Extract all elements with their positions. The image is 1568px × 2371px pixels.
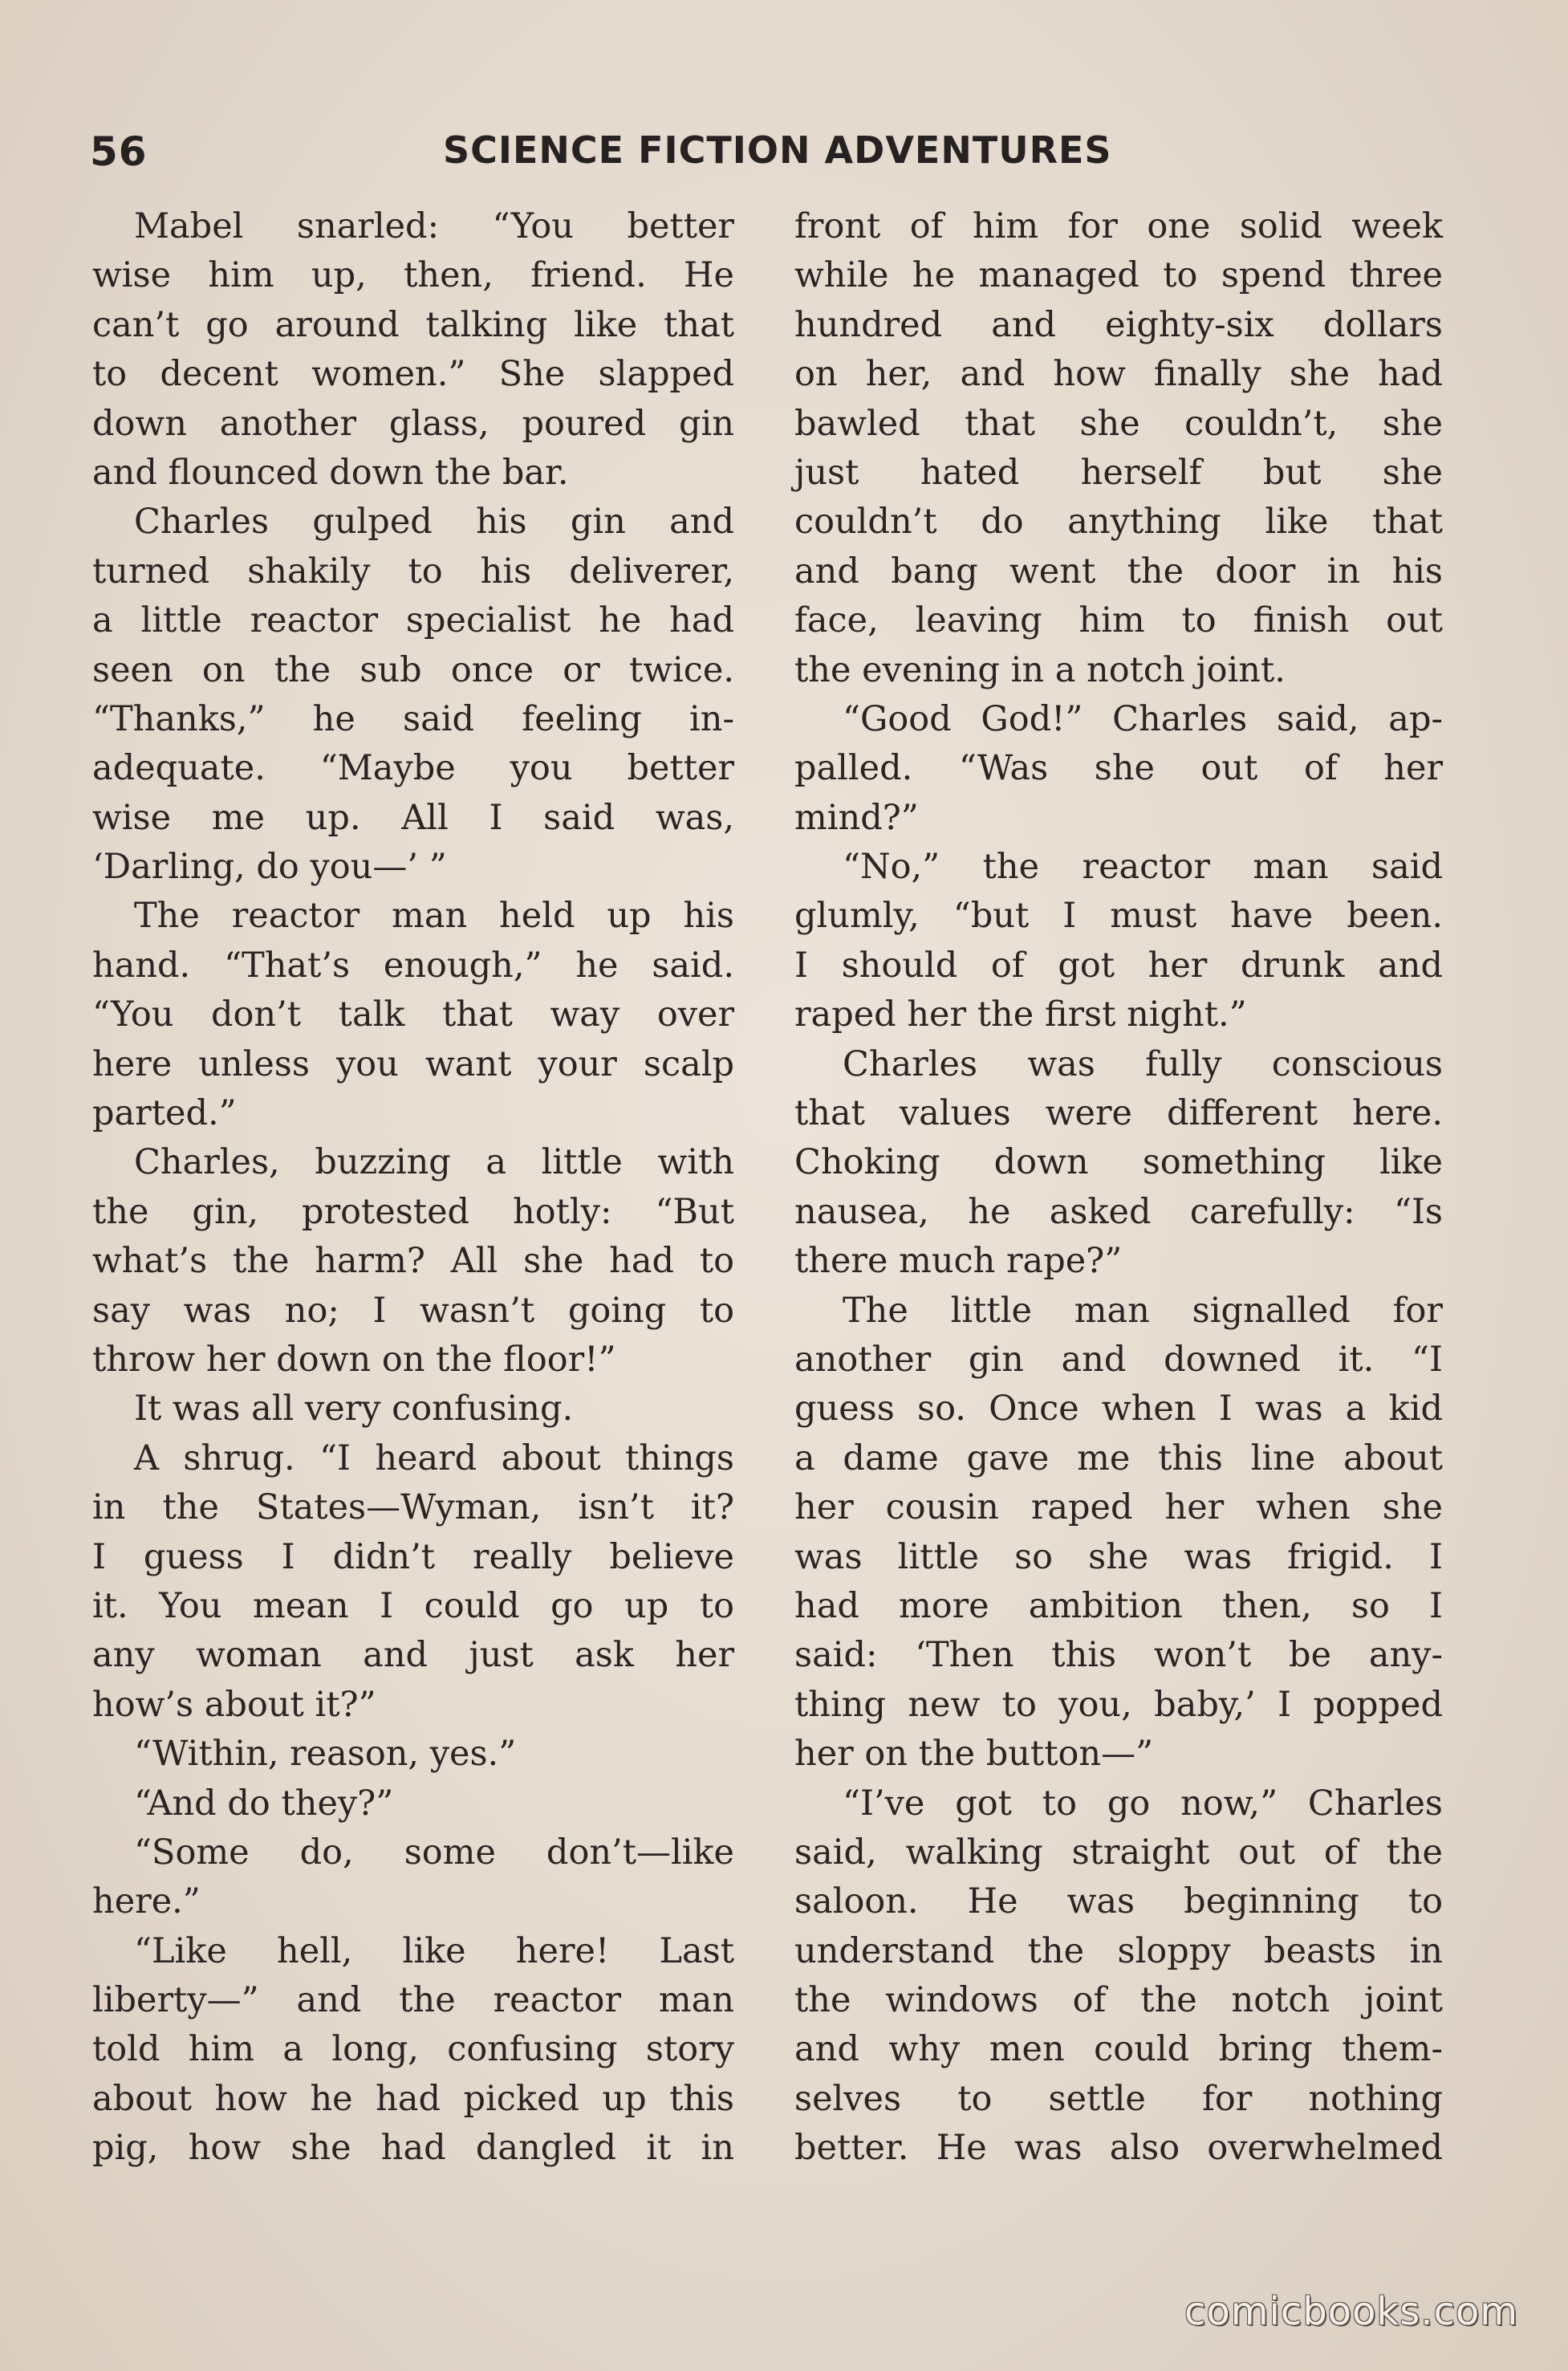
text-line: hand. “That’s enough,” he said. [92, 945, 734, 986]
text-line: down another glass, poured gin [92, 403, 734, 444]
text-line: Mabel snarled: “You better [134, 206, 734, 246]
text-line: here.” [92, 1881, 201, 1922]
text-line: and bang went the door in his [794, 551, 1443, 592]
text-line: had more ambition then, so I [794, 1585, 1443, 1626]
text-line: couldn’t do anything like that [794, 502, 1443, 543]
text-line: her on the button—” [794, 1734, 1154, 1775]
text-line: “And do they?” [134, 1783, 394, 1824]
text-line: a little reactor specialist he had [92, 600, 734, 641]
right-text-column [794, 202, 1443, 2174]
text-line: and flounced down the bar. [92, 452, 569, 493]
text-line: “Some do, some don’t—like [134, 1832, 734, 1873]
text-line: wise him up, then, friend. He [92, 255, 734, 296]
running-head: SCIENCE FICTION ADVENTURES [443, 128, 1112, 172]
text-line: there much rape?” [794, 1241, 1123, 1282]
left-text-column [92, 202, 734, 2174]
text-line: guess so. Once when I was a kid [794, 1389, 1443, 1430]
text-line: liberty—” and the reactor man [92, 1980, 734, 2021]
text-line: “You don’t talk that way over [92, 994, 734, 1035]
text-line: Choking down something like [794, 1142, 1443, 1183]
text-line: the evening in a notch joint. [794, 649, 1286, 690]
text-line: “Good God!” Charles said, ap- [843, 698, 1443, 739]
text-line: It was all very confusing. [134, 1389, 574, 1430]
text-line: better. He was also overwhelmed [794, 2128, 1443, 2169]
text-line: about how he had picked up this [92, 2078, 734, 2119]
text-line: just hated herself but she [794, 452, 1443, 493]
text-line: hundred and eighty-six dollars [794, 304, 1443, 345]
text-line: on her, and how finally she had [794, 354, 1443, 395]
text-line: selves to settle for nothing [794, 2078, 1443, 2119]
text-line: Charles gulped his gin and [134, 502, 734, 543]
text-line: throw her down on the floor!” [92, 1339, 616, 1380]
text-line: while he managed to spend three [794, 255, 1443, 296]
text-line: adequate. “Maybe you better [92, 748, 734, 789]
text-line: glumly, “but I must have been. [794, 896, 1443, 937]
text-line: Charles was fully conscious [843, 1043, 1443, 1084]
watermark: comicbooks.com [1184, 2289, 1518, 2334]
text-line: said, walking straight out of the [794, 1832, 1443, 1873]
page-header [90, 128, 1478, 193]
text-line: ‘Darling, do you—’ ” [92, 847, 447, 888]
text-line: “Within, reason, yes.” [134, 1734, 517, 1775]
text-line: The reactor man held up his [134, 896, 734, 937]
text-line: how’s about it?” [92, 1684, 376, 1725]
text-line: a dame gave me this line about [794, 1438, 1443, 1478]
text-line: A shrug. “I heard about things [134, 1438, 734, 1478]
text-line: in the States—Wyman, isn’t it? [92, 1487, 734, 1528]
text-line: here unless you want your scalp [92, 1043, 734, 1084]
text-line: mind?” [794, 797, 919, 838]
text-line: seen on the sub once or twice. [92, 649, 734, 690]
text-line: palled. “Was she out of her [794, 748, 1443, 789]
text-line: told him a long, confusing story [92, 2029, 734, 2070]
text-line: it. You mean I could go up to [92, 1585, 734, 1626]
text-line: her cousin raped her when she [794, 1487, 1443, 1528]
text-line: “Thanks,” he said feeling in- [92, 698, 734, 739]
text-line: raped her the first night.” [794, 994, 1247, 1035]
text-line: “I’ve got to go now,” Charles [843, 1783, 1443, 1824]
text-line: another gin and downed it. “I [794, 1339, 1443, 1380]
text-line: front of him for one solid week [794, 206, 1443, 246]
text-line: Charles, buzzing a little with [134, 1142, 734, 1183]
text-line: nausea, he asked carefully: “Is [794, 1191, 1443, 1232]
text-line: face, leaving him to finish out [794, 600, 1443, 641]
text-line: turned shakily to his deliverer, [92, 551, 734, 592]
text-line: the windows of the notch joint [794, 1980, 1443, 2021]
text-line: I should of got her drunk and [794, 945, 1443, 986]
text-line: what’s the harm? All she had to [92, 1241, 734, 1282]
page-number: 56 [90, 128, 148, 175]
text-line: parted.” [92, 1093, 237, 1134]
text-line: “No,” the reactor man said [843, 847, 1443, 888]
text-line: I guess I didn’t really believe [92, 1536, 734, 1577]
text-line: was little so she was frigid. I [794, 1536, 1443, 1577]
text-line: thing new to you, baby,’ I popped [794, 1684, 1443, 1725]
text-line: any woman and just ask her [92, 1635, 734, 1676]
text-line: pig, how she had dangled it in [92, 2128, 734, 2169]
text-line: that values were different here. [794, 1093, 1443, 1134]
text-line: and why men could bring them- [794, 2029, 1443, 2070]
text-line: the gin, protested hotly: “But [92, 1191, 734, 1232]
text-line: understand the sloppy beasts in [794, 1930, 1443, 1971]
text-line: “Like hell, like here! Last [134, 1930, 734, 1971]
text-line: said: ‘Then this won’t be any- [794, 1635, 1443, 1676]
text-line: to decent women.” She slapped [92, 354, 734, 395]
text-line: bawled that she couldn’t, she [794, 403, 1443, 444]
text-line: The little man signalled for [843, 1290, 1443, 1331]
text-line: wise me up. All I said was, [92, 797, 734, 838]
text-line: can’t go around talking like that [92, 304, 734, 345]
text-line: say was no; I wasn’t going to [92, 1290, 734, 1331]
text-line: saloon. He was beginning to [794, 1881, 1443, 1922]
